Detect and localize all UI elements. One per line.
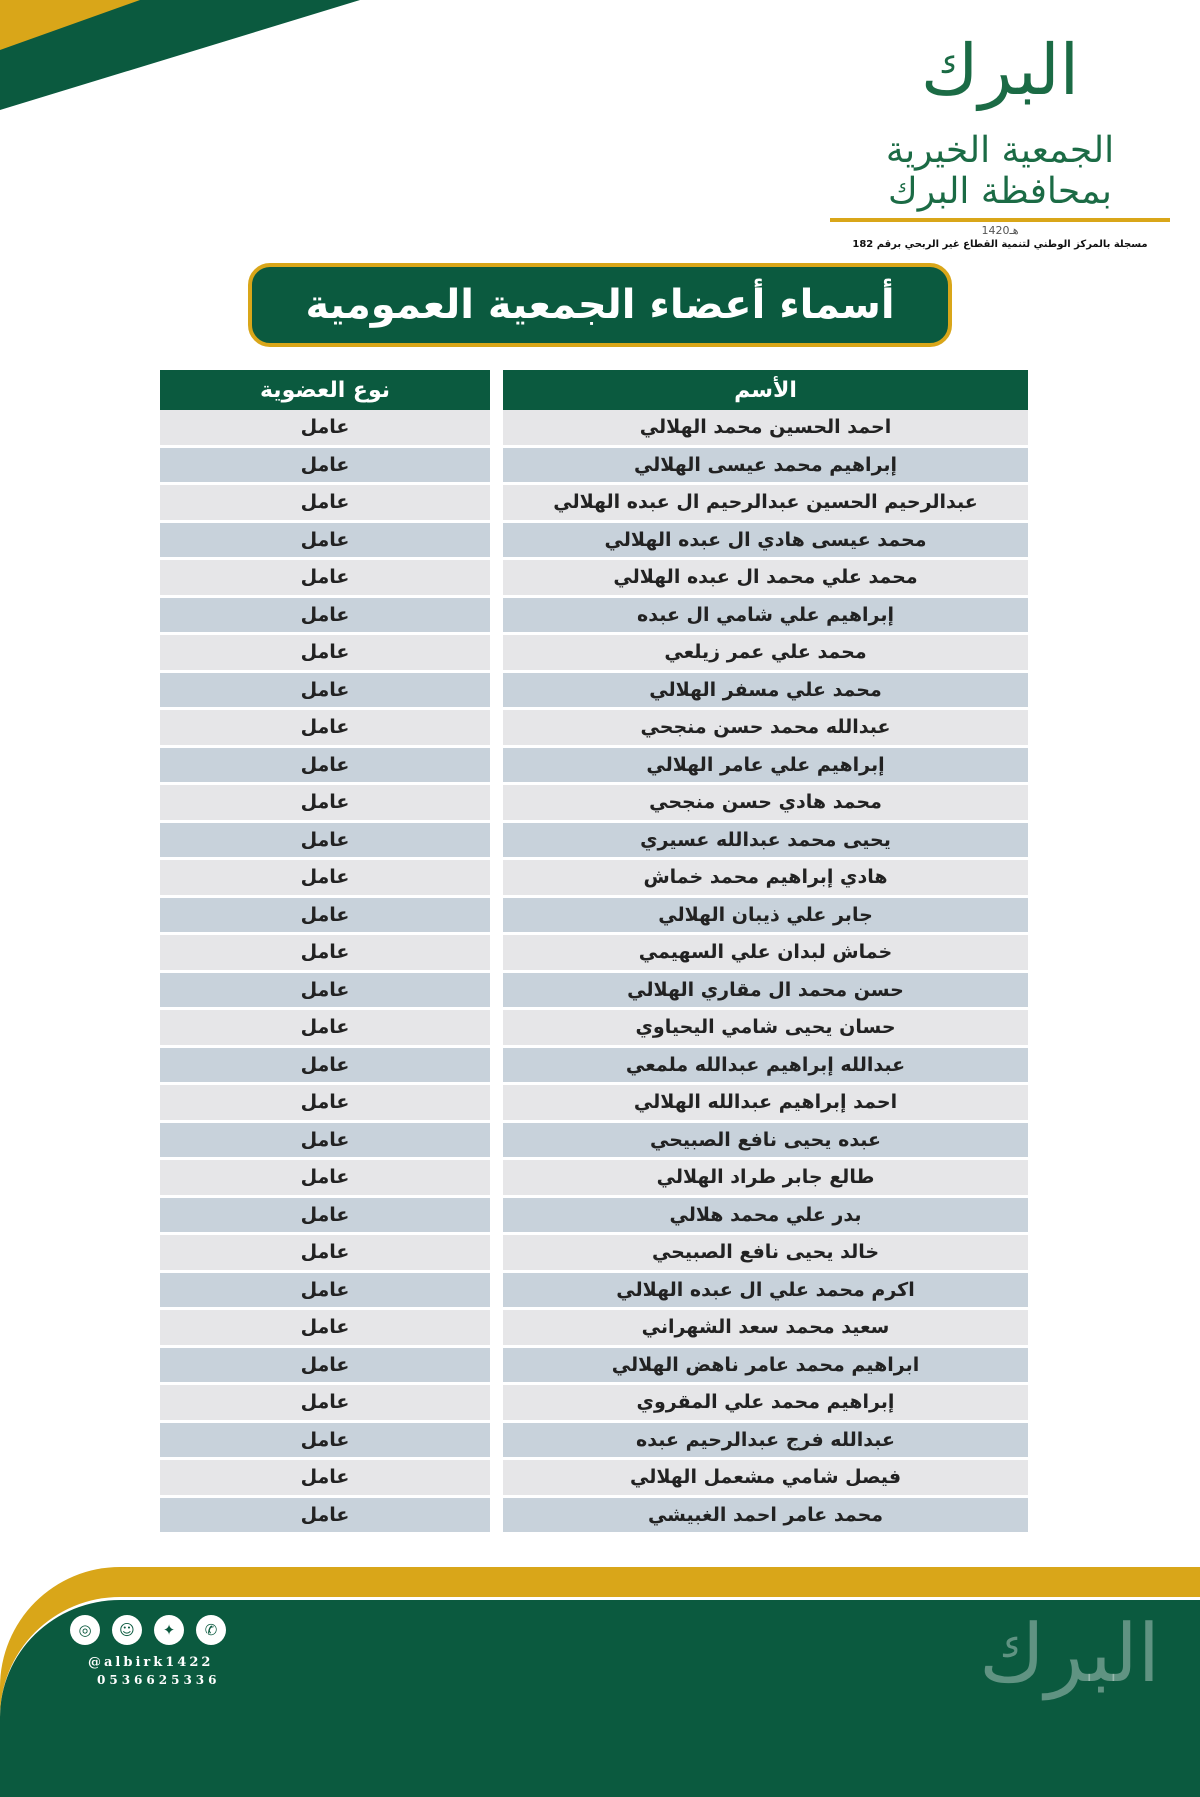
- membership-type: عامل: [160, 1085, 490, 1123]
- table-row: [160, 1235, 1028, 1273]
- membership-type: عامل: [160, 485, 490, 523]
- table-row: [160, 1048, 1028, 1086]
- table-row: [160, 1085, 1028, 1123]
- member-name: يحيى محمد عبدالله عسيري: [503, 823, 1028, 861]
- membership-type: عامل: [160, 748, 490, 786]
- membership-type: عامل: [160, 1273, 490, 1311]
- member-name: خالد يحيى نافع الصبيحي: [503, 1235, 1028, 1273]
- membership-type: عامل: [160, 1010, 490, 1048]
- phone-number: 0536625336: [97, 1673, 221, 1687]
- member-name: إبراهيم محمد علي المقروي: [503, 1385, 1028, 1423]
- member-name: محمد علي مسفر الهلالي: [503, 673, 1028, 711]
- table-row: [160, 1385, 1028, 1423]
- table-row: [160, 898, 1028, 936]
- membership-type: عامل: [160, 1123, 490, 1161]
- membership-type: عامل: [160, 935, 490, 973]
- table-row: [160, 1348, 1028, 1386]
- membership-type: عامل: [160, 1160, 490, 1198]
- membership-type: عامل: [160, 1235, 490, 1273]
- table-header: [160, 370, 1028, 410]
- membership-type: عامل: [160, 898, 490, 936]
- membership-type: عامل: [160, 710, 490, 748]
- org-logo: [830, 30, 1170, 250]
- table-row: [160, 1310, 1028, 1348]
- logo-watermark: البرك: [979, 1607, 1160, 1700]
- member-name: احمد إبراهيم عبدالله الهلالي: [503, 1085, 1028, 1123]
- logo-mark: البرك: [920, 29, 1080, 111]
- member-name: حسان يحيى شامي اليحياوي: [503, 1010, 1028, 1048]
- membership-type: عامل: [160, 448, 490, 486]
- header-name: الأسم: [503, 370, 1028, 410]
- member-name: فيصل شامي مشعمل الهلالي: [503, 1460, 1028, 1498]
- member-name: محمد عامر احمد الغبيشي: [503, 1498, 1028, 1536]
- member-name: بدر علي محمد هلالي: [503, 1198, 1028, 1236]
- member-name: محمد عيسى هادي ال عبده الهلالي: [503, 523, 1028, 561]
- table-row: [160, 635, 1028, 673]
- member-name: جابر علي ذيبان الهلالي: [503, 898, 1028, 936]
- membership-type: عامل: [160, 560, 490, 598]
- member-name: خماش لبدان علي السهيمي: [503, 935, 1028, 973]
- table-row: [160, 1423, 1028, 1461]
- footer: [0, 1567, 1200, 1700]
- member-name: هادي إبراهيم محمد خماش: [503, 860, 1028, 898]
- table-row: [160, 1498, 1028, 1536]
- membership-type: عامل: [160, 523, 490, 561]
- table-row: [160, 860, 1028, 898]
- member-name: محمد علي محمد ال عبده الهلالي: [503, 560, 1028, 598]
- membership-type: عامل: [160, 410, 490, 448]
- social-handle: @albirk1422: [88, 1655, 214, 1670]
- membership-type: عامل: [160, 1498, 490, 1536]
- membership-type: عامل: [160, 1048, 490, 1086]
- membership-type: عامل: [160, 635, 490, 673]
- page-title: أسماء أعضاء الجمعية العمومية: [248, 263, 952, 347]
- member-name: محمد هادي حسن منجحي: [503, 785, 1028, 823]
- member-name: عبدالله فرج عبدالرحيم عبده: [503, 1423, 1028, 1461]
- table-row: [160, 823, 1028, 861]
- table-row: [160, 1123, 1028, 1161]
- table-row: [160, 1160, 1028, 1198]
- header-type: نوع العضوية: [160, 370, 490, 410]
- membership-type: عامل: [160, 860, 490, 898]
- member-name: حسن محمد ال مقاري الهلالي: [503, 973, 1028, 1011]
- member-name: إبراهيم علي عامر الهلالي: [503, 748, 1028, 786]
- whatsapp-icon[interactable]: ✆: [196, 1615, 226, 1645]
- table-row: [160, 785, 1028, 823]
- member-name: سعيد محمد سعد الشهراني: [503, 1310, 1028, 1348]
- registration-text: مسجلة بالمركز الوطني لتنمية القطاع غير الربحي برقم 182: [852, 239, 1148, 250]
- member-name: اكرم محمد علي ال عبده الهلالي: [503, 1273, 1028, 1311]
- table-row: [160, 935, 1028, 973]
- twitter-icon[interactable]: ✦: [154, 1615, 184, 1645]
- table-row: [160, 710, 1028, 748]
- member-name: عبدالله محمد حسن منجحي: [503, 710, 1028, 748]
- table-row: [160, 410, 1028, 448]
- membership-type: عامل: [160, 1348, 490, 1386]
- member-name: احمد الحسين محمد الهلالي: [503, 410, 1028, 448]
- social-icons: [70, 1615, 226, 1645]
- table-row: [160, 673, 1028, 711]
- table-row: [160, 973, 1028, 1011]
- table-row: [160, 523, 1028, 561]
- founding-year: 1420هـ: [830, 218, 1170, 237]
- member-name: ابراهيم محمد عامر ناهض الهلالي: [503, 1348, 1028, 1386]
- membership-type: عامل: [160, 1310, 490, 1348]
- snapchat-icon[interactable]: ☺: [112, 1615, 142, 1645]
- table-row: [160, 1010, 1028, 1048]
- table-row: [160, 748, 1028, 786]
- corner-decoration-gold: [0, 0, 140, 50]
- membership-type: عامل: [160, 1460, 490, 1498]
- membership-type: عامل: [160, 1385, 490, 1423]
- table-row: [160, 598, 1028, 636]
- member-name: عبدالرحيم الحسين عبدالرحيم ال عبده الهلالي: [503, 485, 1028, 523]
- membership-type: عامل: [160, 785, 490, 823]
- membership-type: عامل: [160, 973, 490, 1011]
- members-table: [160, 370, 1028, 1535]
- table-row: [160, 1273, 1028, 1311]
- membership-type: عامل: [160, 598, 490, 636]
- table-row: [160, 1198, 1028, 1236]
- table-row: [160, 485, 1028, 523]
- member-name: عبدالله إبراهيم عبدالله ملمعي: [503, 1048, 1028, 1086]
- table-row: [160, 560, 1028, 598]
- membership-type: عامل: [160, 1198, 490, 1236]
- org-name: الجمعية الخيرية بمحافظة البرك: [885, 130, 1115, 212]
- membership-type: عامل: [160, 823, 490, 861]
- member-name: إبراهيم علي شامي ال عبده: [503, 598, 1028, 636]
- table-row: [160, 1460, 1028, 1498]
- membership-type: عامل: [160, 1423, 490, 1461]
- member-name: عبده يحيى نافع الصبيحي: [503, 1123, 1028, 1161]
- table-row: [160, 448, 1028, 486]
- member-name: إبراهيم محمد عيسى الهلالي: [503, 448, 1028, 486]
- membership-type: عامل: [160, 673, 490, 711]
- member-name: طالع جابر طراد الهلالي: [503, 1160, 1028, 1198]
- instagram-icon[interactable]: ◎: [70, 1615, 100, 1645]
- member-name: محمد علي عمر زيلعي: [503, 635, 1028, 673]
